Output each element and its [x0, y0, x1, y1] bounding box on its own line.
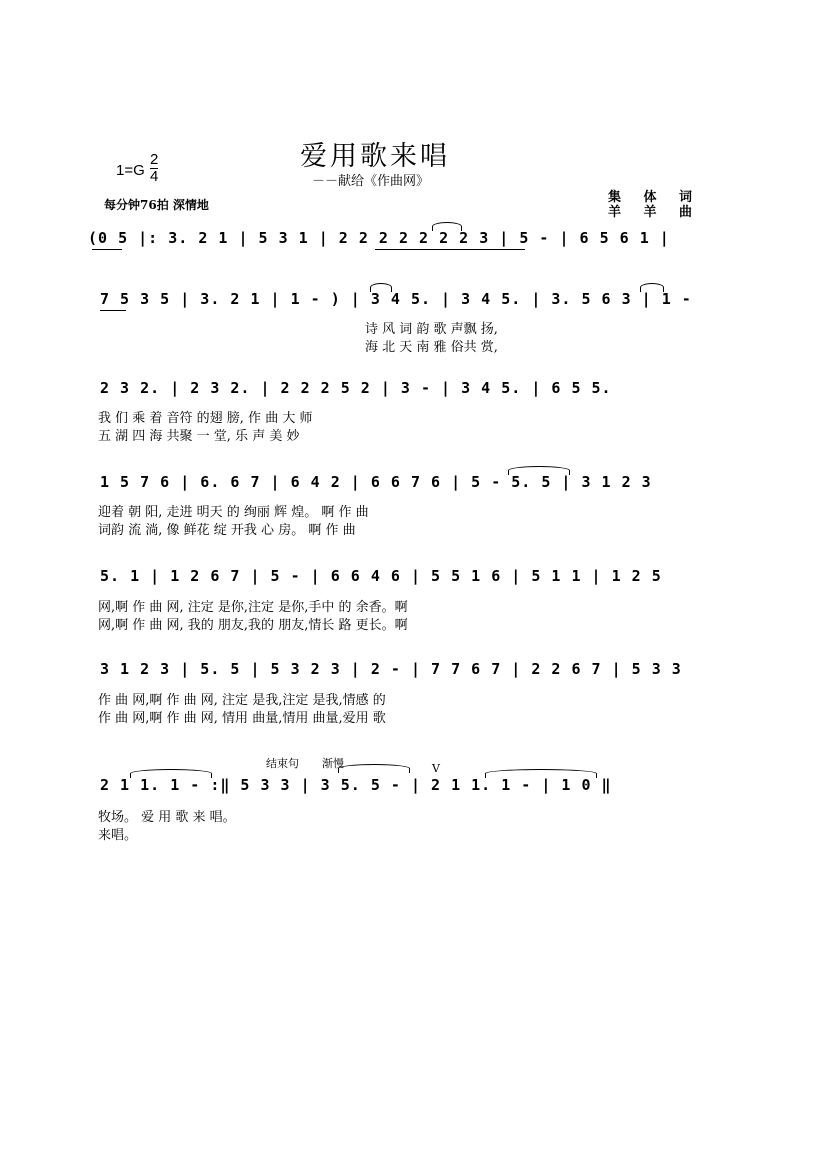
slur	[508, 466, 570, 475]
score-line-4: 1 5 7 6 | 6. 6 7 | 6 4 2 | 6 6 7 6 | 5 - 5. 5 | 3 1 2 3	[100, 473, 652, 491]
lyric-line-3b: 五 湖 四 海 共聚 一 堂, 乐 声 美 妙	[98, 429, 300, 444]
lyric-line-7a: 牧场。 爱 用 歌 来 唱。	[98, 810, 236, 825]
key-signature: 1=G	[116, 162, 145, 179]
lyric-line-2a: 诗 风 词 韵 歌 声飘 扬,	[365, 322, 498, 337]
score-line-1: (0 5 |: 3. 2 1 | 5 3 1 | 2 2 2 2 2 2 2 3 | 5 - | 6 5 6 1 |	[88, 229, 670, 247]
score-line-3: 2 3 2. | 2 3 2. | 2 2 2 5 2 | 3 - | 3 4 5. | 6 5 5.	[100, 379, 612, 397]
lyric-line-5a: 网,啊 作 曲 网, 注定 是你,注定 是你,手中 的 余香。啊	[98, 600, 408, 615]
lyric-line-3a: 我 们 乘 着 音符 的翅 膀, 作 曲 大 师	[98, 411, 313, 426]
underline	[375, 249, 525, 250]
lyric-line-4a: 迎着 朝 阳, 走进 明天 的 绚丽 辉 煌。 啊 作 曲	[98, 505, 369, 520]
slur	[432, 222, 462, 231]
lyric-line-4b: 词韵 流 淌, 像 鲜花 绽 开我 心 房。 啊 作 曲	[98, 523, 356, 538]
meter-top: 2	[150, 151, 159, 168]
ending-annotation: 结束句	[266, 757, 299, 770]
lyric-line-5b: 网,啊 作 曲 网, 我的 朋友,我的 朋友,情长 路 更长。啊	[98, 618, 408, 633]
score-line-2: 7 5 3 5 | 3. 2 1 | 1 - ) | 3 4 5. | 3 4 5. | 3. 5 6 3 | 1 -	[100, 290, 692, 308]
composer-credit: 羊 羊 曲	[608, 205, 702, 220]
lyric-line-2b: 海 北 天 南 雅 俗共 赏,	[365, 340, 498, 355]
underline	[100, 310, 126, 311]
slur	[370, 283, 392, 292]
breath-mark: V	[432, 762, 440, 775]
dedication: －－献给《作曲网》	[312, 174, 430, 189]
lyricist-credit: 集 体 词	[608, 190, 702, 205]
tempo-slowing-annotation: 渐慢	[322, 757, 344, 770]
time-signature	[150, 152, 158, 185]
slur	[338, 764, 410, 773]
slur	[485, 769, 597, 778]
score-line-5: 5. 1 | 1 2 6 7 | 5 - | 6 6 4 6 | 5 5 1 6 | 5 1 1 | 1 2 5	[100, 567, 662, 585]
lyric-line-6b: 作 曲 网,啊 作 曲 网, 情用 曲量,情用 曲量,爱用 歌	[98, 711, 386, 726]
score-line-6: 3 1 2 3 | 5. 5 | 5 3 2 3 | 2 - | 7 7 6 7 | 2 2 6 7 | 5 3 3	[100, 660, 682, 678]
lyric-line-7b: 来唱。	[98, 828, 138, 843]
tempo-marking: 每分钟76拍 深情地	[104, 198, 209, 212]
page-title: 爱用歌来唱	[300, 141, 450, 172]
score-line-7: 2 1 1. 1 - :‖ 5 3 3 | 3 5. 5 - | 2 1 1. 1 - | 1 0 ‖	[100, 776, 612, 794]
slur	[130, 769, 212, 778]
meter-bottom: 4	[150, 168, 159, 185]
slur	[640, 283, 664, 292]
lyric-line-6a: 作 曲 网,啊 作 曲 网, 注定 是我,注定 是我,情感 的	[98, 693, 386, 708]
underline	[92, 249, 122, 250]
